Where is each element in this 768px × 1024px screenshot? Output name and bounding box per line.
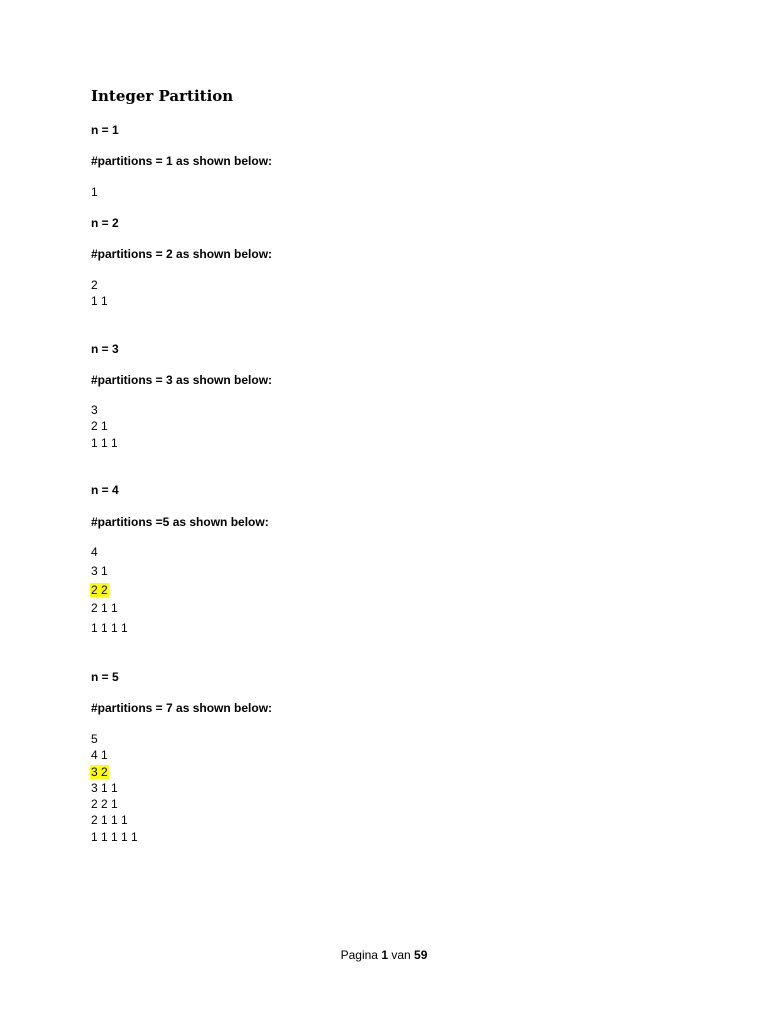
document-title: Integer Partition xyxy=(91,87,234,105)
partition-line: 2 1 1 xyxy=(91,601,118,615)
partition-line: 2 2 1 xyxy=(91,797,118,811)
section-count-label: #partitions =5 as shown below: xyxy=(91,515,269,529)
partition-line: 3 xyxy=(91,403,98,417)
section-count-label: #partitions = 3 as shown below: xyxy=(91,373,273,387)
footer-page-total: 59 xyxy=(414,948,428,962)
partition-line-highlighted xyxy=(91,582,109,598)
highlight-mark: 3 2 xyxy=(91,765,108,779)
partition-line: 1 1 xyxy=(91,294,108,308)
section-count-label: #partitions = 2 as shown below: xyxy=(91,247,273,261)
partition-line: 1 1 1 1 xyxy=(91,621,128,635)
section-n-label: n = 4 xyxy=(91,483,119,497)
section-n-label: n = 5 xyxy=(91,670,119,684)
footer-middle: van xyxy=(391,948,411,962)
section-count-label: #partitions = 7 as shown below: xyxy=(91,701,273,715)
partition-line: 1 1 1 xyxy=(91,436,118,450)
footer-page-number: 1 xyxy=(381,948,388,962)
partition-line: 2 1 xyxy=(91,419,108,433)
partition-line: 5 xyxy=(91,732,98,746)
partition-line: 4 1 xyxy=(91,748,108,762)
partition-line: 1 xyxy=(91,185,98,199)
footer-prefix: Pagina xyxy=(340,948,378,962)
partition-line: 3 1 1 xyxy=(91,781,118,795)
partition-line: 4 xyxy=(91,545,98,559)
section-count-label: #partitions = 1 as shown below: xyxy=(91,154,273,168)
partition-line: 2 xyxy=(91,278,98,292)
section-n-label: n = 2 xyxy=(91,216,119,230)
partition-line: 2 1 1 1 xyxy=(91,813,128,827)
partition-line: 1 1 1 1 1 xyxy=(91,830,138,844)
partition-line: 3 1 xyxy=(91,564,108,578)
partition-line-highlighted xyxy=(91,764,109,780)
highlight-mark: 2 2 xyxy=(91,583,108,597)
section-n-label: n = 3 xyxy=(91,342,119,356)
section-n-label: n = 1 xyxy=(91,123,119,137)
page-footer xyxy=(0,947,768,963)
